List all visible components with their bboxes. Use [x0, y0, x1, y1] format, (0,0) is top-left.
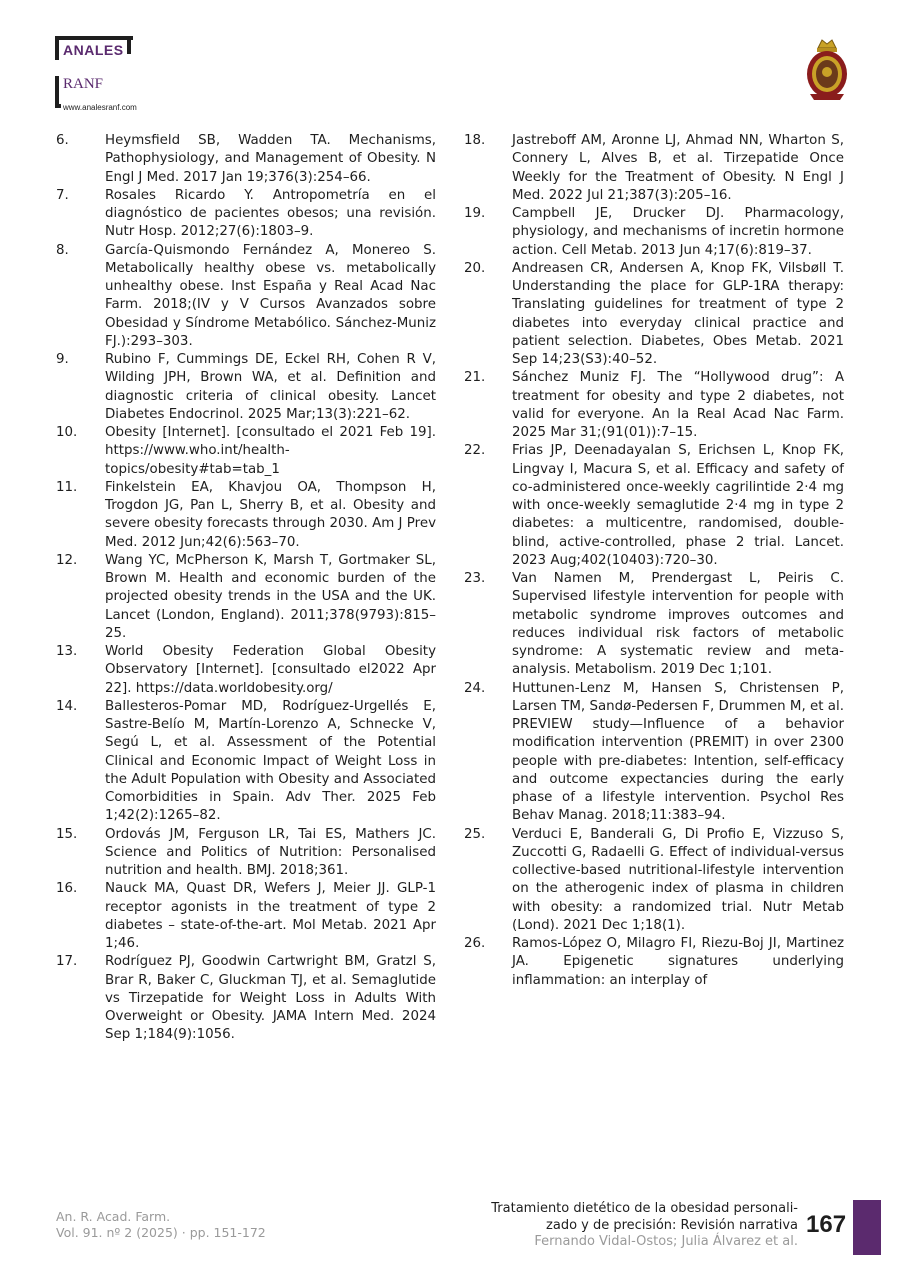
journal-citation [56, 1209, 266, 1241]
reference-item [56, 242, 436, 352]
references-left-column [56, 132, 436, 1045]
reference-item [56, 424, 436, 479]
reference-item [56, 826, 436, 881]
reference-number: 10. [56, 425, 78, 440]
reference-item [464, 570, 844, 680]
reference-number: 13. [56, 644, 78, 659]
reference-text: Rubino F, Cummings DE, Eckel RH, Cohen R V, Wilding JPH, Brown WA, et al. Definition and diagnostic criteria of clinical obesity. Lancet Diabetes Endocrinol. 2025 Mar;13(3):221–62. [105, 352, 436, 422]
reference-item [56, 187, 436, 242]
reference-number: 22. [464, 443, 486, 459]
reference-item [464, 369, 844, 442]
journal-logo [55, 36, 185, 116]
reference-number: 11. [56, 479, 78, 495]
reference-item [56, 643, 436, 698]
article-title-line1: Tratamiento dietético de la obesidad personali- [491, 1201, 798, 1216]
logo-frame-mark [127, 36, 131, 54]
article-authors: Fernando Vidal-Ostos; Julia Álvarez et al. [534, 1234, 798, 1249]
reference-number: 20. [464, 260, 486, 276]
reference-item [56, 953, 436, 1044]
reference-item [464, 826, 844, 936]
page-accent-bar [853, 1200, 881, 1255]
reference-number: 8. [56, 242, 69, 258]
reference-number: 7. [56, 187, 69, 203]
reference-item [464, 680, 844, 826]
reference-item [56, 132, 436, 187]
reference-item [56, 880, 436, 953]
reference-number: 14. [56, 698, 78, 714]
reference-item [464, 442, 844, 570]
reference-number: 25. [464, 826, 486, 842]
reference-number: 17. [56, 954, 78, 970]
reference-number: 21. [464, 370, 486, 386]
reference-text: Huttunen-Lenz M, Hansen S, Christensen P, Larsen TM, Sandø-Pedersen F, Drummen M, et al. PREVIEW study—Influence of a behavior modification intervention (PREMIT) in over 2300 people with pre-diabetes: Intention, self-efficacy and outcome expectancies during the early phase of a lifestyle intervention. Psychol Res Behav Manag. 2018;11:383–94. [512, 680, 844, 824]
journal-volume: Vol. 91. nº 2 (2025) · pp. 151-172 [56, 1225, 266, 1240]
reference-text: Van Namen M, Prendergast L, Peiris C. Supervised lifestyle intervention for people with metabolic syndrome improves outcomes and reduces individual risk factors of metabolic syndrome: A systematic review and meta-analysis. Metabolism. 2019 Dec 1;101. [512, 571, 844, 678]
references-right-column [464, 132, 844, 990]
article-title-line2: zado y de precisión: Revisión narrativa [546, 1217, 798, 1233]
reference-text: Ordovás JM, Ferguson LR, Tai ES, Mathers JC. Science and Politics of Nutrition: Personalised nutrition and health. BMJ. 2018;361. [105, 826, 436, 878]
reference-text: Sánchez Muniz FJ. The “Hollywood drug”: A treatment for obesity and type 2 diabetes, not valid for everyone. An la Real Acad Nac Farm. 2025 Mar 31;(91(01)):7–15. [512, 370, 844, 440]
reference-number: 24. [464, 680, 486, 696]
reference-text: Ramos-López O, Milagro FI, Riezu-Boj JI, Martinez JA. Epigenetic signatures underlying inflammation: an interplay of [512, 936, 844, 988]
reference-text: Nauck MA, Quast DR, Wefers J, Meier JJ. GLP-1 receptor agonists in the treatment of type 2 diabetes – state-of-the-art. Mol Metab. 2021 Apr 1;46. [105, 881, 436, 951]
logo-ranf-text: RANF [63, 76, 104, 92]
reference-text: World Obesity Federation Global Obesity Observatory [Internet]. [consultado el2022 Apr 22]. https://data.worldobesity.org/ [105, 644, 436, 696]
reference-text: Heymsfield SB, Wadden TA. Mechanisms, Pathophysiology, and Management of Obesity. N Engl J Med. 2017 Jan 19;376(3):254–66. [105, 133, 436, 185]
reference-number: 19. [464, 206, 486, 221]
reference-text: García-Quismondo Fernández A, Monereo S. Metabolically healthy obese vs. metabolically unhealthy obese. Inst España y Real Acad Nac Farm. 2018;(IV y V Cursos Avanzados sobre Obesidad y Síndrome Metabólico. Sánchez-Muniz FJ.):293–303. [105, 242, 436, 349]
reference-item [56, 351, 436, 424]
reference-item [464, 205, 844, 260]
reference-item [464, 935, 844, 990]
logo-anales-text: ANALES [63, 42, 124, 58]
reference-number: 12. [56, 552, 78, 568]
reference-text: Andreasen CR, Andersen A, Knop FK, Vilsbøll T. Understanding the place for GLP-1RA therapy: Translating guidelines for treatment of type 2 diabetes into everyday clinical practice and patient selection. Diabetes, Obes Metab. 2021 Sep 14;23(S3):40–52. [512, 260, 844, 367]
reference-item [56, 698, 436, 826]
reference-text: Wang YC, McPherson K, Marsh T, Gortmaker SL, Brown M. Health and economic burden of the projected obesity trends in the USA and the UK. Lancet (London, England). 2011;378(9793):815–25. [105, 552, 436, 641]
journal-name: An. R. Acad. Farm. [56, 1209, 171, 1224]
reference-number: 16. [56, 881, 78, 897]
reference-text: Verduci E, Banderali G, Di Profio E, Vizzuso S, Zuccotti G, Radaelli G. Effect of individual-versus collective-based nutritional-lifestyle intervention on the atherogenic index of plasma in children with obesity: a randomized trial. Nutr Metab (Lond). 2021 Dec 1;18(1). [512, 826, 844, 933]
article-info [438, 1201, 798, 1251]
reference-number: 26. [464, 936, 486, 951]
reference-item [56, 479, 436, 552]
academy-crest-icon [804, 34, 850, 104]
reference-text: Ballesteros-Pomar MD, Rodríguez-Urgellés E, Sastre-Belío M, Martín-Lorenzo A, Schnecke V, Segú L, et al. Assessment of the Potential Clinical and Economic Impact of Weight Loss in the Adult Population with Obesity and Associated Comorbidities in Spain. Adv Ther. 2025 Feb 1;42(2):1265–82. [105, 698, 436, 824]
reference-number: 15. [56, 826, 78, 842]
reference-number: 6. [56, 133, 69, 148]
reference-number: 9. [56, 352, 69, 367]
reference-text: Frias JP, Deenadayalan S, Erichsen L, Knop FK, Lingvay I, Macura S, et al. Efficacy and safety of co-administered once-weekly cagrilintide 2·4 mg with once-weekly semaglutide 2·4 mg in type 2 diabetes: a multicentre, randomised, double-blind, active-controlled, phase 2 trial. Lancet. 2023 Aug;402(10403):720–30. [512, 443, 844, 568]
reference-number: 23. [464, 571, 486, 586]
reference-text: Campbell JE, Drucker DJ. Pharmacology, physiology, and mechanisms of incretin hormone action. Cell Metab. 2013 Jun 4;17(6):819–37. [512, 206, 844, 258]
reference-item [56, 552, 436, 643]
reference-text: Rosales Ricardo Y. Antropometría en el diagnóstico de pacientes obesos; una revisión. Nutr Hosp. 2012;27(6):1803–9. [105, 187, 436, 240]
reference-text: Obesity [Internet]. [consultado el 2021 Feb 19]. https://www.who.int/health-topics/obesity#tab=tab_1 [105, 425, 436, 477]
logo-url: www.analesranf.com [63, 103, 137, 112]
page-number: 167 [806, 1211, 847, 1238]
reference-text: Finkelstein EA, Khavjou OA, Thompson H, Trogdon JG, Pan L, Sherry B, et al. Obesity and severe obesity forecasts through 2030. Am J Prev Med. 2012 Jun;42(6):563–70. [105, 479, 436, 550]
reference-text: Rodríguez PJ, Goodwin Cartwright BM, Gratzl S, Brar R, Baker C, Gluckman TJ, et al. Semaglutide vs Tirzepatide for Weight Loss in Adults With Overweight or Obesity. JAMA Intern Med. 2024 Sep 1;184(9):1056. [105, 954, 436, 1043]
reference-text: Jastreboff AM, Aronne LJ, Ahmad NN, Wharton S, Connery L, Alves B, et al. Tirzepatide Once Weekly for the Treatment of Obesity. N Engl J Med. 2022 Jul 21;387(3):205–16. [512, 133, 844, 203]
reference-number: 18. [464, 133, 486, 148]
reference-item [464, 260, 844, 370]
reference-item [464, 132, 844, 205]
